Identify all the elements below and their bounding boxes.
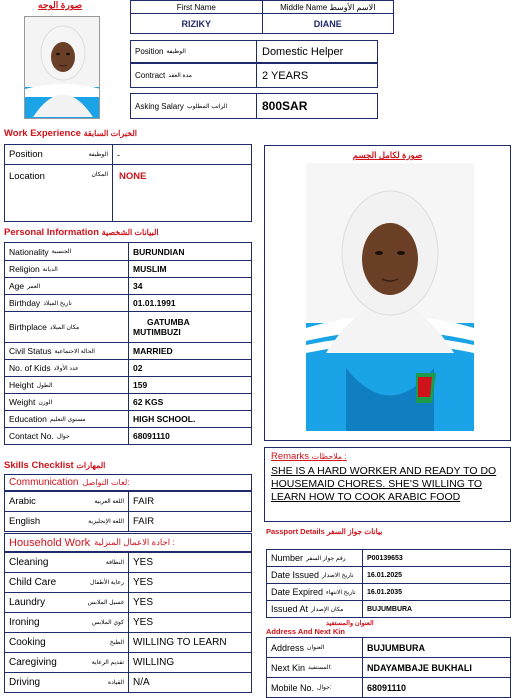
personal-row-label-cell (5, 243, 129, 261)
personal-row-value-cell (129, 295, 252, 312)
field-label-ar: تاريخ الميلاد (43, 300, 72, 307)
label-wrap (9, 597, 124, 608)
personal-row-value-cell (129, 278, 252, 295)
label-wrap (9, 380, 124, 390)
personal-row-label-cell (5, 312, 129, 343)
household-row (5, 573, 252, 593)
field-label: Ironing (9, 617, 40, 628)
label-wrap (9, 496, 124, 507)
household-row-label-cell (5, 573, 129, 593)
field-value: NDAYAMBAJE BUKHALI (367, 662, 472, 673)
passport-row (267, 550, 511, 567)
address-row-label-cell (267, 658, 363, 678)
passport-row-value-cell (363, 550, 511, 567)
field-label-ar: رقم جواز السفر (306, 555, 346, 562)
field-label-ar: الديانة (42, 266, 58, 273)
address-row (267, 678, 511, 698)
passport-row-value-cell (363, 601, 511, 618)
label-wrap (9, 346, 124, 356)
communication-header (4, 474, 252, 491)
household-row (5, 553, 252, 573)
field-value: WILLING (133, 657, 175, 668)
field-label: Civil Status (9, 346, 52, 356)
work-experience-title-ar: الخبرات السابقة (83, 129, 137, 138)
personal-row-value-cell (129, 261, 252, 278)
address-title-ar: العنوان والمستفيد (326, 620, 374, 627)
label-wrap (9, 617, 124, 628)
position-field (130, 40, 378, 63)
contract-label-ar: مدة العقد (168, 73, 192, 79)
we-location-label: Location (9, 171, 45, 182)
personal-row (5, 312, 252, 343)
label-wrap (9, 363, 124, 373)
middle-name-label: Middle Name الاسم الأوسط (262, 1, 394, 14)
passport-row-label-cell (267, 550, 363, 567)
household-row-value-cell (129, 673, 252, 693)
personal-info-title-ar: البيانات الشخصية (101, 228, 159, 237)
field-label: Next Kin (271, 662, 306, 673)
passport-title-ar: بيانات جواز السفر (326, 527, 383, 536)
household-row-value-cell (129, 633, 252, 653)
field-value: 16.01.2035 (367, 588, 403, 596)
we-location-label-ar: المكان (91, 172, 108, 178)
field-label: Mobile No. (271, 682, 315, 693)
remarks-text: SHE IS A HARD WORKER AND READY TO DO HOUSEMAID CHORES. SHE'S WILLING TO LEARN HOW TO COOK ARABIC FOOD (271, 465, 497, 503)
field-label: Weight (9, 397, 36, 407)
field-label-ar: عدد الأولاد (53, 365, 79, 372)
address-title (266, 620, 374, 636)
personal-info-title (4, 227, 159, 238)
label-wrap (271, 587, 358, 597)
field-label: Cooking (9, 637, 46, 648)
field-value: BURUNDIAN (133, 246, 185, 257)
we-position-label-ar: الوظيفة (88, 152, 108, 158)
label-wrap (9, 397, 124, 407)
passport-row (267, 584, 511, 601)
communication-header-en: Communication (9, 477, 79, 488)
salary-value: 800SAR (262, 99, 308, 113)
field-value: 68091110 (133, 431, 170, 441)
passport-title (266, 527, 382, 536)
personal-info-table (4, 242, 252, 445)
language-row-label-cell (5, 492, 129, 512)
communication-table (4, 491, 252, 532)
field-label: Age (9, 281, 25, 291)
passport-row (267, 601, 511, 618)
label-wrap (9, 298, 124, 308)
field-label-ar: العنوان (307, 645, 325, 651)
language-row (5, 512, 252, 532)
face-photo-caption: صورة الوجه (38, 0, 83, 10)
household-row-label-cell (5, 613, 129, 633)
personal-row-label-cell (5, 377, 129, 394)
personal-row (5, 278, 252, 295)
field-value: YES (133, 617, 154, 628)
field-value: 02 (133, 363, 143, 373)
field-label-ar: جوال: (317, 685, 332, 691)
personal-row-label-cell (5, 261, 129, 278)
field-label: Issued At (271, 604, 309, 614)
household-header-en: Household Work (9, 536, 91, 549)
address-row-value-cell (363, 638, 511, 658)
field-value: MARRIED (133, 346, 173, 356)
personal-row (5, 295, 252, 312)
personal-row-label-cell (5, 343, 129, 360)
field-value: BUJUMBURA (367, 605, 413, 613)
field-label-ar: النظافة (105, 560, 124, 566)
personal-row-value-cell (129, 312, 252, 343)
field-value: 34 (133, 281, 143, 291)
personal-row (5, 428, 252, 445)
personal-row (5, 261, 252, 278)
personal-row (5, 411, 252, 428)
body-photo-frame (264, 145, 511, 441)
field-value: GATUMBA (147, 317, 190, 327)
field-label: Height (9, 380, 34, 390)
first-name-label: First Name (131, 1, 263, 14)
field-label-ar: الطبخ (109, 640, 124, 646)
name-table (130, 0, 394, 34)
household-row-label-cell (5, 553, 129, 573)
field-label-ar: الطول (36, 382, 53, 389)
language-row-value-cell (129, 512, 252, 532)
personal-row-value-cell (129, 377, 252, 394)
field-value: YES (133, 577, 154, 588)
passport-table (266, 549, 511, 618)
field-label-ar: تقديم الرعاية (91, 660, 124, 666)
household-row (5, 673, 252, 693)
field-value: YES (133, 597, 154, 608)
household-row-label-cell (5, 673, 129, 693)
field-label: Address (271, 642, 305, 653)
address-row (267, 658, 511, 678)
label-wrap (9, 281, 124, 291)
field-value-line2: MUTIMBUZI (133, 327, 181, 337)
language-row (5, 492, 252, 512)
position-label-ar: الوظيفة (166, 49, 186, 55)
field-label: Driving (9, 677, 41, 688)
address-row-label-cell (267, 678, 363, 698)
household-row-value-cell (129, 613, 252, 633)
field-value: BUJUMBURA (367, 642, 425, 653)
person-body-image (306, 163, 474, 431)
label-wrap (271, 663, 358, 673)
address-row-value-cell (363, 678, 511, 698)
contract-value: 2 YEARS (262, 69, 309, 82)
communication-header-ar: لغات التواصل: (82, 478, 130, 487)
address-row (267, 638, 511, 658)
field-value: P00139653 (367, 554, 403, 562)
field-value: 16.01.2025 (367, 571, 403, 579)
skills-title-en: Skills Checklist (4, 460, 74, 471)
passport-row-label-cell (267, 584, 363, 601)
address-row-value-cell (363, 658, 511, 678)
field-value: HIGH SCHOOL. (133, 414, 196, 424)
label-wrap (9, 247, 124, 257)
salary-label-ar: الراتب المطلوب (186, 103, 228, 110)
label-wrap (9, 557, 124, 568)
field-label-ar: اللغة الإنجليزية (88, 519, 124, 525)
field-value: N/A (133, 677, 150, 688)
label-wrap (9, 431, 124, 441)
personal-row-value-cell (129, 394, 252, 411)
label-wrap (9, 657, 124, 668)
household-row (5, 593, 252, 613)
field-label-ar: تاريخ الانتهاء (326, 589, 356, 596)
personal-row-value-cell (129, 243, 252, 261)
personal-row-label-cell (5, 278, 129, 295)
field-label: Laundry (9, 597, 46, 608)
household-row-label-cell (5, 653, 129, 673)
field-label: English (9, 516, 41, 527)
address-table (266, 637, 511, 698)
field-value: 159 (133, 380, 148, 390)
personal-row (5, 343, 252, 360)
field-label-ar: تاريخ الاصدار (322, 572, 354, 579)
personal-row-value-cell (129, 428, 252, 445)
field-label: Nationality (9, 246, 49, 257)
label-wrap (9, 322, 124, 332)
field-label: Date Issued (271, 570, 320, 580)
household-table (4, 552, 252, 693)
household-row-label-cell (5, 633, 129, 653)
we-position-label: Position (9, 149, 43, 160)
personal-row-label-cell (5, 428, 129, 445)
field-value: 01.01.1991 (133, 298, 176, 308)
personal-info-title-en: Personal Information (4, 227, 100, 238)
we-location-value: NONE (119, 171, 147, 182)
field-label-ar: العمر (27, 283, 41, 290)
label-wrap (271, 553, 358, 563)
skills-title (4, 460, 105, 471)
field-label: Date Expired (271, 587, 324, 597)
field-label-ar: مكان الإصدار (311, 606, 344, 613)
personal-row-value-cell (129, 343, 252, 360)
household-row-label-cell (5, 593, 129, 613)
field-label: Education (9, 414, 47, 424)
label-wrap (9, 677, 124, 688)
field-label: Contact No. (9, 431, 54, 441)
field-label-ar: القيادة (108, 680, 124, 686)
remarks-title: Remarks (271, 451, 310, 462)
field-label-ar: مستوى التعليم (49, 416, 86, 423)
language-row-value-cell (129, 492, 252, 512)
label-wrap (271, 570, 358, 580)
personal-row-label-cell (5, 411, 129, 428)
salary-field (130, 93, 378, 119)
personal-row (5, 377, 252, 394)
field-label-ar: الحالة الاجتماعية (54, 348, 95, 355)
field-label-ar: مكان الميلاد (49, 324, 80, 331)
field-value: 68091110 (367, 682, 407, 693)
field-label-ar: المستفيد: (308, 665, 332, 671)
contract-label: Contract (135, 71, 166, 80)
skills-title-ar: المهارات (76, 461, 106, 470)
field-value: FAIR (133, 496, 155, 507)
work-experience-title (4, 128, 137, 139)
contract-field (130, 63, 378, 88)
field-label: Arabic (9, 496, 36, 507)
label-wrap (271, 683, 358, 693)
field-label-ar: جوال (56, 433, 70, 440)
remarks-box (264, 447, 511, 522)
household-row (5, 613, 252, 633)
work-experience-box (4, 144, 252, 222)
label-wrap (9, 414, 124, 424)
body-photo-caption: صورة لكامل الجسم (352, 150, 423, 160)
personal-row (5, 394, 252, 411)
face-photo (24, 16, 100, 119)
body-photo (306, 163, 474, 431)
personal-row-label-cell (5, 295, 129, 312)
household-row-value-cell (129, 593, 252, 613)
first-name-value: RIZIKY (131, 14, 263, 34)
passport-row-value-cell (363, 584, 511, 601)
field-label: Birthday (9, 298, 41, 308)
field-label-ar: رعاية الأطفال (90, 580, 124, 586)
label-wrap (271, 643, 358, 653)
personal-row (5, 243, 252, 261)
field-label: Child Care (9, 577, 57, 588)
field-label-ar: غسيل الملابس (87, 600, 124, 606)
salary-label: Asking Salary (135, 101, 184, 111)
personal-row-value-cell (129, 360, 252, 377)
household-header (4, 533, 252, 552)
field-label: Birthplace (9, 322, 47, 332)
personal-row-label-cell (5, 394, 129, 411)
passport-row-value-cell (363, 567, 511, 584)
personal-row (5, 360, 252, 377)
field-value: MUSLIM (133, 264, 167, 274)
passport-title-en: Passport Details (266, 527, 325, 536)
passport-row (267, 567, 511, 584)
field-value: WILLING TO LEARN (133, 637, 227, 648)
field-label: Religion (9, 264, 40, 274)
field-label-ar: كوي الملابس (91, 620, 124, 626)
work-experience-title-en: Work Experience (4, 128, 81, 139)
label-wrap (9, 577, 124, 588)
household-row-value-cell (129, 573, 252, 593)
personal-row-value-cell (129, 411, 252, 428)
label-wrap (271, 604, 358, 614)
field-label: Number (271, 553, 304, 563)
middle-name-value: DIANE (262, 14, 394, 34)
field-label-ar: الجنسية (51, 249, 72, 255)
field-value: FAIR (133, 516, 155, 527)
field-value: YES (133, 557, 154, 568)
remarks-title-ar: ملاحظات : (311, 452, 347, 461)
address-title-en: Address And Next Kin (266, 627, 345, 636)
field-label: Caregiving (9, 657, 57, 668)
field-label-ar: اللغة العربية (94, 499, 124, 505)
field-label-ar: الوزن (38, 399, 53, 406)
personal-row-label-cell (5, 360, 129, 377)
address-row-label-cell (267, 638, 363, 658)
field-label: Cleaning (9, 557, 49, 568)
household-header-ar: اجادة الاعمال المنزلية : (94, 537, 175, 547)
household-row (5, 653, 252, 673)
field-value: 62 KGS (133, 397, 164, 407)
person-face-image (25, 17, 100, 119)
position-value: Domestic Helper (262, 45, 344, 58)
household-row-value-cell (129, 553, 252, 573)
label-wrap (9, 264, 124, 274)
we-position-value: - (117, 149, 120, 160)
label-wrap (9, 516, 124, 527)
household-row-value-cell (129, 653, 252, 673)
passport-row-label-cell (267, 601, 363, 618)
language-row-label-cell (5, 512, 129, 532)
position-label: Position (135, 47, 164, 56)
field-label: No. of Kids (9, 363, 51, 373)
label-wrap (9, 637, 124, 648)
passport-row-label-cell (267, 567, 363, 584)
household-row (5, 633, 252, 653)
